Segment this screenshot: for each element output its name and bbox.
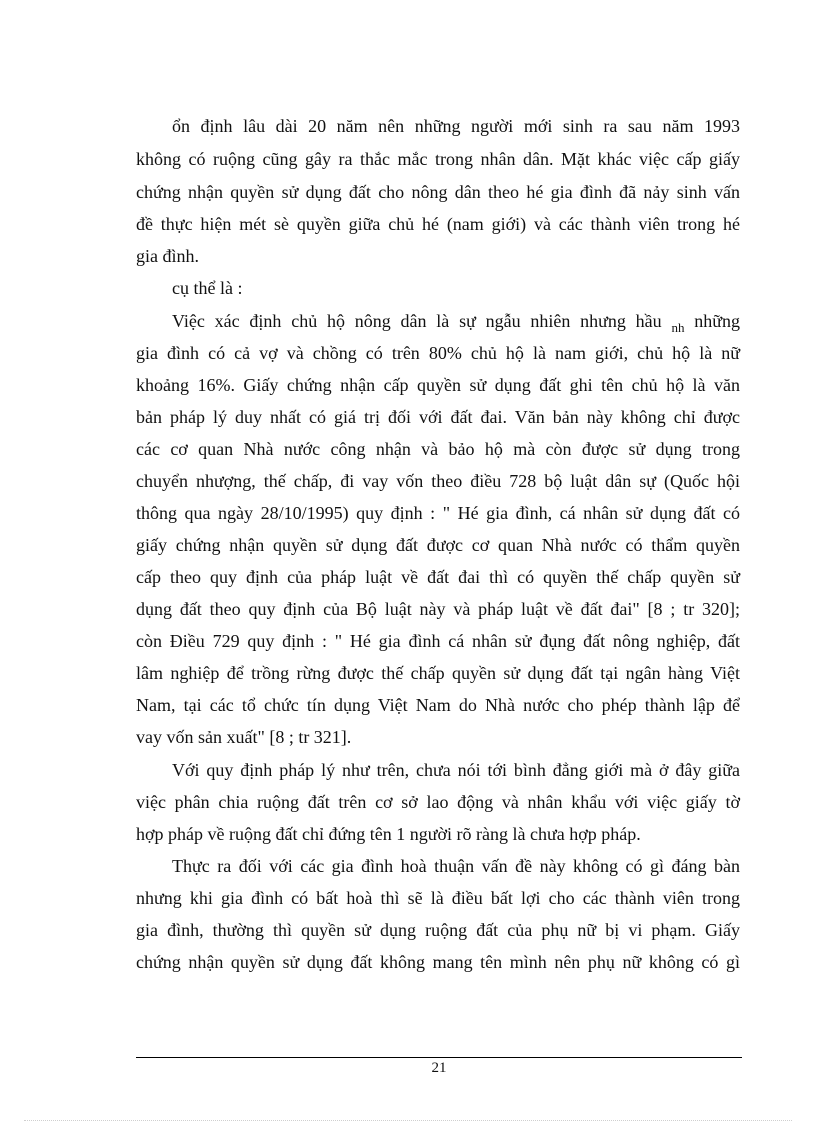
subscript-fragment: nh — [671, 320, 685, 335]
text-line: Nam, tại các tổ chức tín dụng Việt Nam do Nhà nước cho phép thành lập để — [136, 695, 740, 715]
text-line: chuyển nhượng, thế chấp, đi vay vốn theo điều 728 bộ luật dân sự (Quốc hội — [136, 471, 740, 491]
text-line: bản pháp lý duy nhất có giá trị đối với đất đai. Văn bản này không chỉ được — [136, 407, 740, 427]
text-line: nhưng khi gia đình có bất hoà thì sẽ là điều bất lợi cho các thành viên trong — [136, 888, 740, 908]
text-line: các cơ quan Nhà nước công nhận và bảo hộ mà còn được sử dụng trong — [136, 439, 740, 459]
text-line: hợp pháp về ruộng đất chỉ đứng tên 1 người rõ ràng là chưa hợp pháp. — [136, 824, 641, 844]
line-text: Việc xác định chủ hộ nông dân là sự ngẫu nhiên nhưng hầu — [172, 311, 662, 331]
text-line: chứng nhận quyền sử dụng đất không mang tên mình nên phụ nữ không có gì — [136, 952, 740, 972]
text-line: chứng nhận quyền sử dụng đất cho nông dân theo hé gia đình đã nảy sinh vấn — [136, 182, 740, 202]
text-line: gia đình. — [136, 246, 199, 266]
text-line: việc phân chia ruộng đất trên cơ sở lao động và nhân khẩu với việc giấy tờ — [136, 792, 740, 812]
text-line: dụng đất theo quy định của Bộ luật này và pháp luật về đất đai" [8 ; tr 320]; — [136, 599, 740, 619]
line-tail: những — [694, 311, 740, 331]
text-line: lâm nghiệp để trồng rừng được thế chấp quyền sử dụng đất tại ngân hàng Việt — [136, 663, 740, 683]
text-line: vay vốn sản xuất" [8 ; tr 321]. — [136, 727, 352, 747]
text-line: giấy chứng nhận quyền sử dụng đất được cơ quan Nhà nước có thẩm quyền — [136, 535, 740, 555]
text-line: không có ruộng cũng gây ra thắc mắc trong nhân dân. Mặt khác việc cấp giấy — [136, 149, 740, 169]
text-line: khoảng 16%. Giấy chứng nhận cấp quyền sử dụng đất ghi tên chủ hộ là văn — [136, 375, 740, 395]
page-number: 21 — [431, 1060, 447, 1076]
text-line: Với quy định pháp lý như trên, chưa nói tới bình đẳng giới mà ở đây giữa — [172, 760, 740, 780]
text-line: Thực ra đối với các gia đình hoà thuận vấn đề này không có gì đáng bàn — [172, 856, 740, 876]
page-edge-divider — [24, 1120, 792, 1121]
text-line: gia đình, thường thì quyền sử dụng ruộng đất của phụ nữ bị vi phạm. Giấy — [136, 920, 740, 940]
text-line: cụ thể là : — [172, 278, 243, 298]
text-line: thông qua ngày 28/10/1995) quy định : " Hé gia đình, cá nhân sử dụng đất có — [136, 503, 740, 523]
text-line: ổn định lâu dài 20 năm nên những người mới sinh ra sau năm 1993 — [172, 116, 740, 136]
text-line-with-subscript — [172, 309, 740, 340]
text-line: còn Điều 729 quy định : " Hé gia đình cá nhân sử đụng đất nông nghiệp, đất — [136, 631, 740, 651]
text-line: gia đình có cả vợ và chồng có trên 80% chủ hộ là nam giới, chủ hộ là nữ — [136, 343, 740, 363]
text-line: cấp theo quy định của pháp luật về đất đai thì có quyền thế chấp quyền sử — [136, 567, 740, 587]
text-line: đề thực hiện mét sè quyền giữa chủ hé (nam giới) và các thành viên trong hé — [136, 214, 740, 234]
